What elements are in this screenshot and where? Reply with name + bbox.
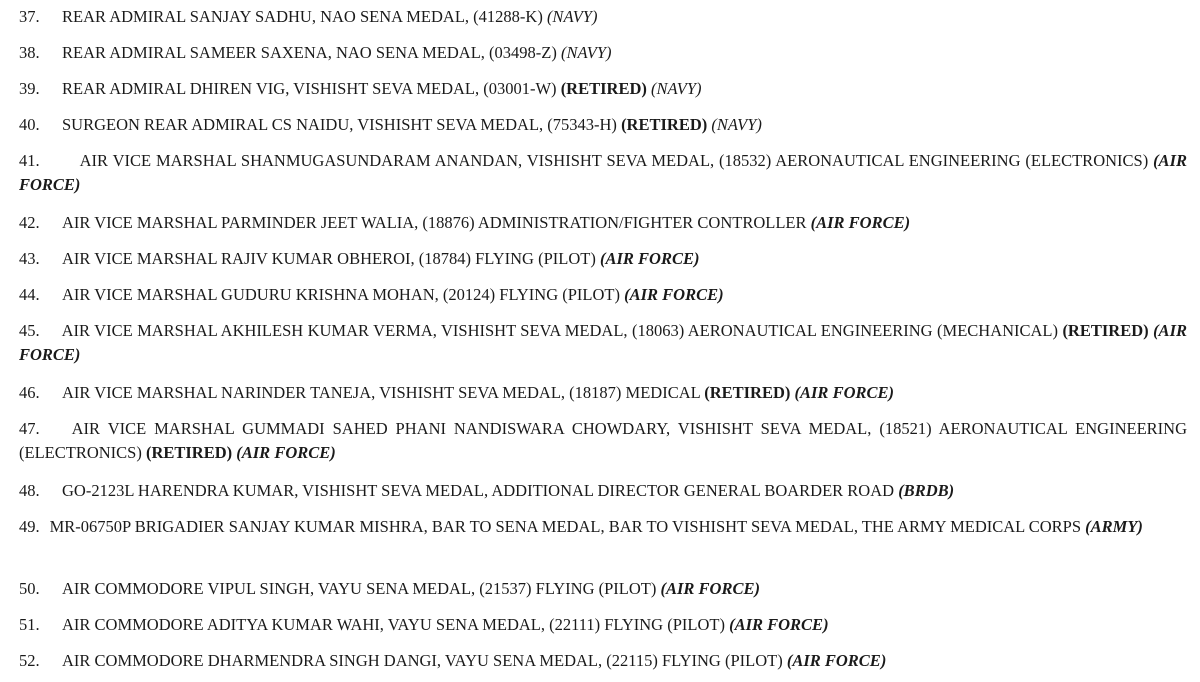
service-label: (AIR FORCE) <box>794 383 894 402</box>
service-label: (AIR FORCE) <box>660 579 760 598</box>
service-label: (AIR FORCE) <box>236 443 336 462</box>
list-item <box>19 381 1187 405</box>
service-label: (NAVY) <box>560 43 612 62</box>
service-label: (NAVY) <box>546 7 598 26</box>
service-label: (AIR FORCE) <box>786 651 887 670</box>
list-item <box>19 319 1187 367</box>
list-item <box>19 149 1187 197</box>
status-label: (RETIRED) <box>1062 321 1149 340</box>
item-number: 48. <box>19 481 40 500</box>
list-item <box>19 515 1187 539</box>
entry-text: AIR VICE MARSHAL SHANMUGASUNDARAM ANANDAN, VISHISHT SEVA MEDAL, (18532) AERONAUTICAL ENGINEERING (ELECTRONICS) <box>79 151 1154 170</box>
list-item <box>19 417 1187 465</box>
service-label: (AIR FORCE) <box>19 321 1187 364</box>
service-label: (NAVY) <box>711 115 762 134</box>
service-label: (AIR FORCE) <box>624 285 724 304</box>
item-number: 38. <box>19 43 40 62</box>
list-item <box>19 649 1187 673</box>
service-label: (ARMY) <box>1085 517 1143 536</box>
item-number: 51. <box>19 615 40 634</box>
list-item <box>19 211 1187 235</box>
item-number: 41. <box>19 151 40 170</box>
item-number: 40. <box>19 115 40 134</box>
item-number: 46. <box>19 383 40 402</box>
entry-text: AIR VICE MARSHAL RAJIV KUMAR OBHEROI, (18784) FLYING (PILOT) <box>62 249 600 268</box>
item-number: 44. <box>19 285 40 304</box>
status-label: (RETIRED) <box>704 383 791 402</box>
entry-text: MR-06750P BRIGADIER SANJAY KUMAR MISHRA, BAR TO SENA MEDAL, BAR TO VISHISHT SEVA MEDAL, THE ARMY MEDICAL CORPS <box>49 517 1086 536</box>
list-item <box>19 479 1187 503</box>
entry-text: AIR VICE MARSHAL AKHILESH KUMAR VERMA, VISHISHT SEVA MEDAL, (18063) AERONAUTICAL ENGINEERING (MECHANICAL) <box>61 321 1063 340</box>
item-number: 42. <box>19 213 40 232</box>
list-item <box>19 613 1187 637</box>
item-number: 47. <box>19 419 40 438</box>
service-label: (AIR FORCE) <box>810 213 911 232</box>
item-number: 37. <box>19 7 40 26</box>
entry-text: REAR ADMIRAL DHIREN VIG, VISHISHT SEVA MEDAL, (03001-W) <box>62 79 561 98</box>
service-label: (NAVY) <box>651 79 702 98</box>
list-item <box>19 577 1187 601</box>
entry-text: SURGEON REAR ADMIRAL CS NAIDU, VISHISHT SEVA MEDAL, (75343-H) <box>62 115 622 134</box>
entry-text: AIR COMMODORE DHARMENDRA SINGH DANGI, VAYU SENA MEDAL, (22115) FLYING (PILOT) <box>62 651 787 670</box>
entry-text: REAR ADMIRAL SAMEER SAXENA, NAO SENA MEDAL, (03498-Z) <box>62 43 561 62</box>
item-number: 52. <box>19 651 40 670</box>
entry-text: AIR VICE MARSHAL GUMMADI SAHED PHANI NANDISWARA CHOWDARY, VISHISHT SEVA MEDAL, (18521) AERONAUTICAL ENGINEERING (ELECTRONICS) <box>19 419 1187 462</box>
status-label: (RETIRED) <box>560 79 647 98</box>
entry-text: REAR ADMIRAL SANJAY SADHU, NAO SENA MEDAL, (41288-K) <box>62 7 547 26</box>
entry-text: AIR VICE MARSHAL PARMINDER JEET WALIA, (18876) ADMINISTRATION/FIGHTER CONTROLLER <box>62 213 811 232</box>
entry-text: AIR COMMODORE ADITYA KUMAR WAHI, VAYU SENA MEDAL, (22111) FLYING (PILOT) <box>62 615 730 634</box>
service-label: (AIR FORCE) <box>599 249 700 268</box>
entry-text: AIR VICE MARSHAL NARINDER TANEJA, VISHISHT SEVA MEDAL, (18187) MEDICAL <box>62 383 705 402</box>
service-label: (AIR FORCE) <box>729 615 829 634</box>
entry-text: GO-2123L HARENDRA KUMAR, VISHISHT SEVA MEDAL, ADDITIONAL DIRECTOR GENERAL BOARDER ROAD <box>62 481 899 500</box>
entry-text: AIR VICE MARSHAL GUDURU KRISHNA MOHAN, (20124) FLYING (PILOT) <box>62 285 625 304</box>
item-number: 43. <box>19 249 40 268</box>
list-item <box>19 41 1187 65</box>
status-label: (RETIRED) <box>621 115 708 134</box>
service-label: (BRDB) <box>898 481 955 500</box>
service-label: (AIR FORCE) <box>19 151 1187 194</box>
list-item <box>19 113 1187 137</box>
status-label: (RETIRED) <box>145 443 233 462</box>
item-number: 39. <box>19 79 40 98</box>
list-item <box>19 247 1187 271</box>
item-number: 45. <box>19 321 40 340</box>
list-item <box>19 77 1187 101</box>
entry-text: AIR COMMODORE VIPUL SINGH, VAYU SENA MEDAL, (21537) FLYING (PILOT) <box>62 579 661 598</box>
list-item <box>19 283 1187 307</box>
item-number: 50. <box>19 579 40 598</box>
item-number: 49. <box>19 517 40 536</box>
list-item <box>19 5 1187 29</box>
